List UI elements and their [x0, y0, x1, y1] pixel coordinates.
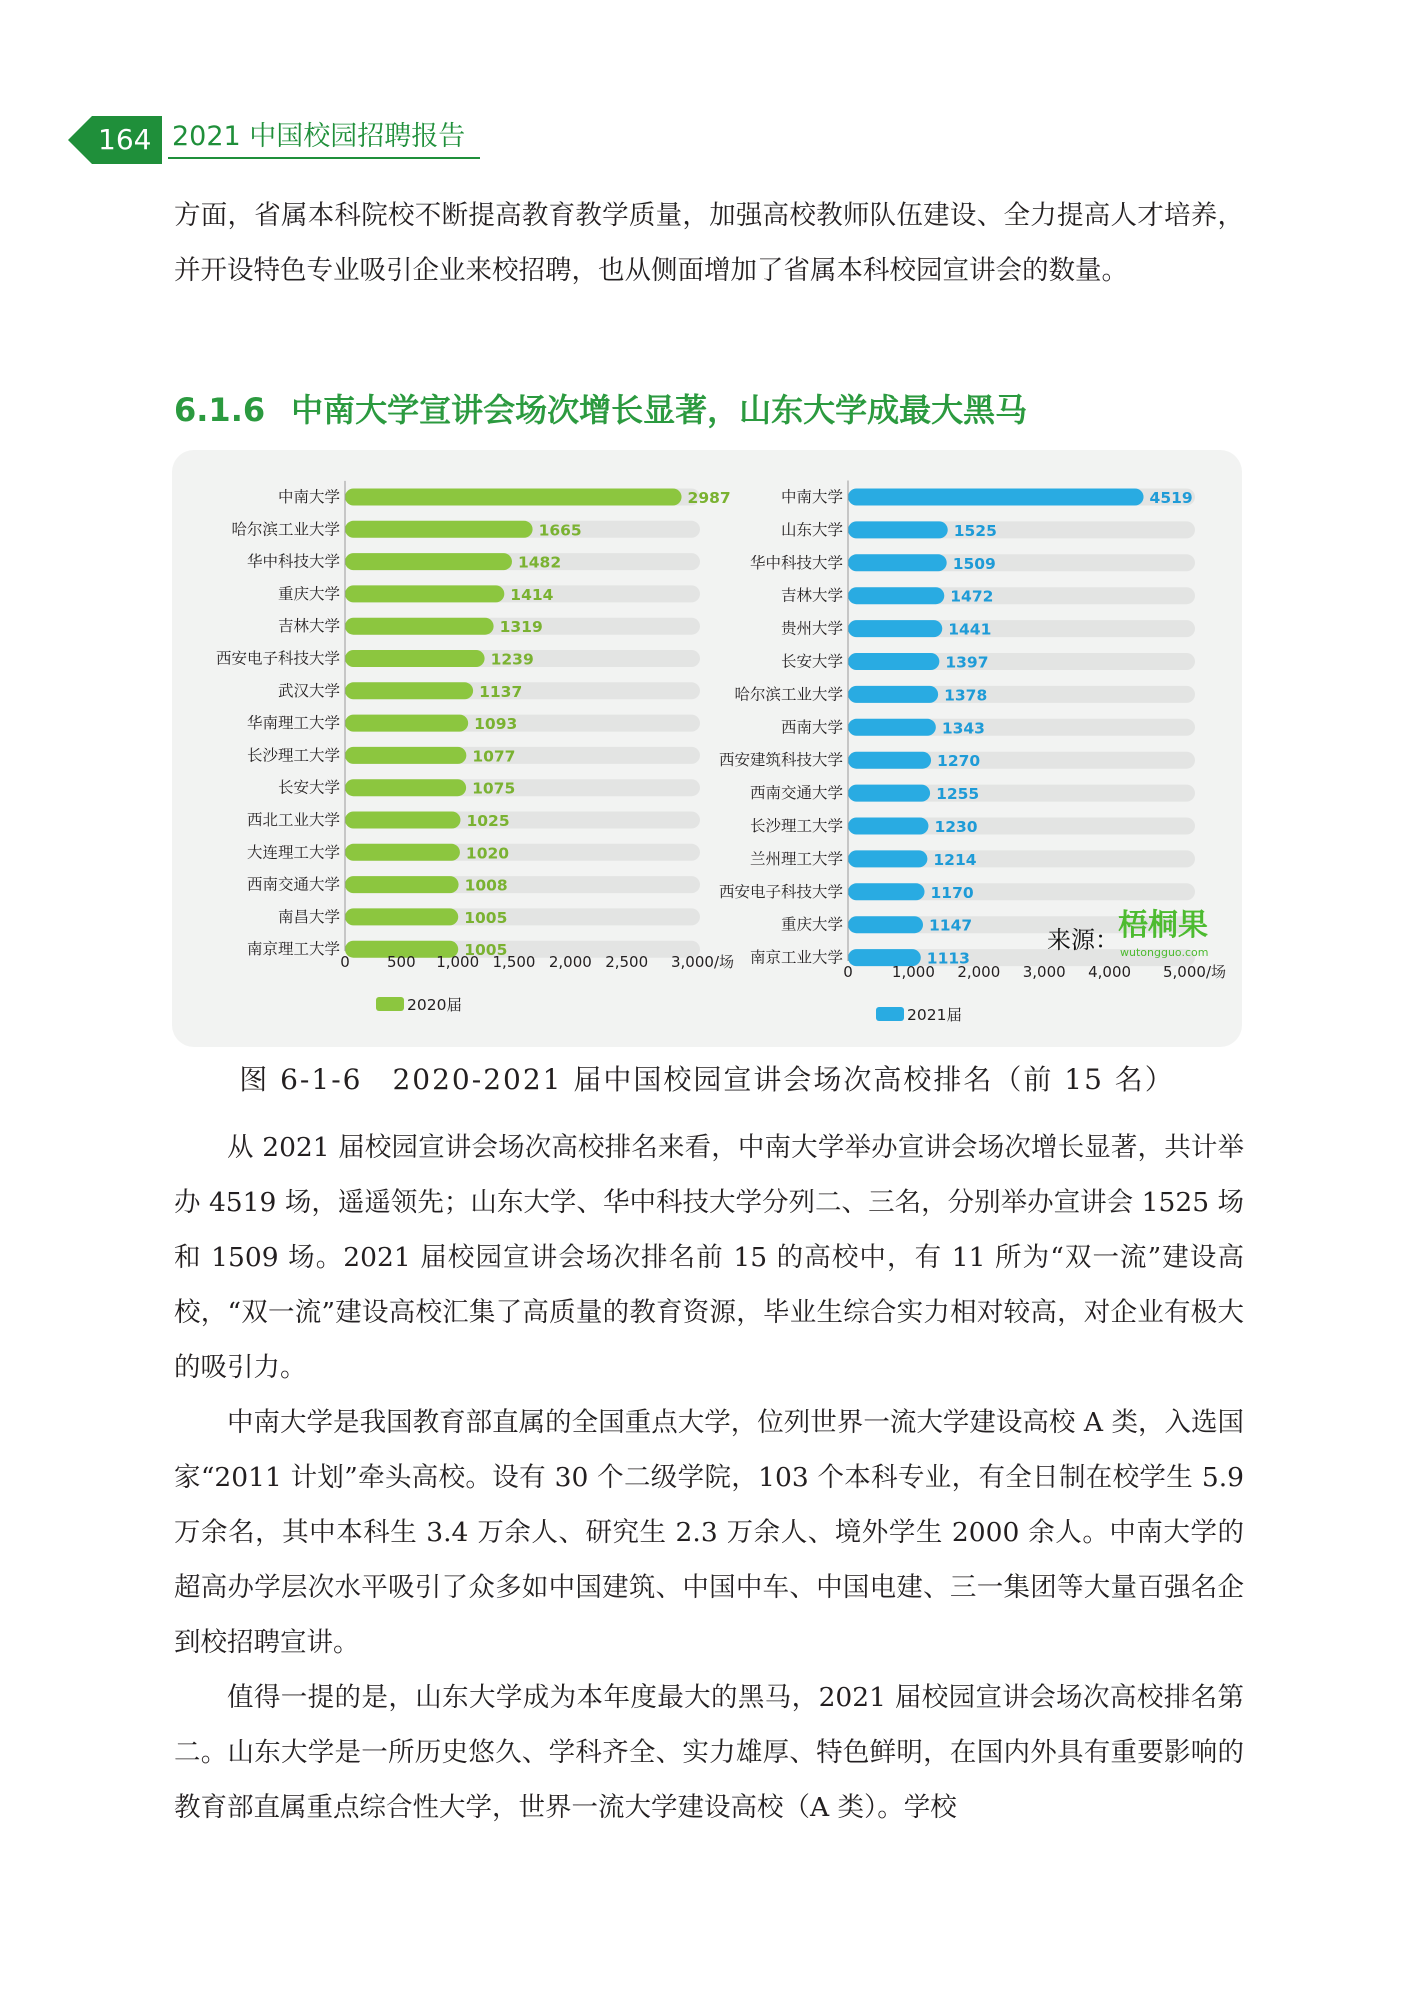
left-tick-label: 3,000/场	[671, 953, 734, 971]
paragraph-sdu: 值得一提的是，山东大学成为本年度最大的黑马，2021 届校园宣讲会场次高校排名第二。山东大学是一所历史悠久、学科齐全、实力雄厚、特色鲜明，在国内外具有重要影响的教育部直属重点综合性大学，世界一流大学建设高校（A 类）。学校	[174, 1682, 1244, 1823]
left-category-label: 长安大学	[277, 778, 340, 797]
page-number: 164	[98, 123, 152, 156]
right-bar	[848, 719, 936, 736]
left-category-label: 中南大学	[277, 488, 340, 506]
right-tick-label: 4,000	[1088, 963, 1132, 981]
source-logo: 梧桐果	[1118, 908, 1208, 943]
left-tick-label: 1,500	[492, 953, 536, 971]
left-category-label: 大连理工大学	[246, 843, 340, 862]
right-bar	[848, 785, 930, 802]
report-title: 2021 中国校园招聘报告	[172, 121, 466, 152]
left-value-label: 1008	[464, 876, 508, 895]
right-tick-label: 1,000	[891, 963, 935, 981]
left-value-label: 1020	[465, 844, 510, 863]
left-bar	[345, 489, 682, 506]
right-bar	[848, 587, 944, 604]
header-underline	[168, 157, 480, 159]
right-value-label: 1509	[952, 554, 996, 573]
right-category-label: 西安电子科技大学	[718, 882, 843, 901]
left-value-label: 1005	[464, 908, 508, 927]
left-legend-swatch	[376, 997, 404, 1011]
left-category-label: 西南交通大学	[246, 875, 340, 894]
right-bar	[848, 554, 947, 571]
section-number: 6.1.6	[174, 391, 266, 429]
right-tick-label: 3,000	[1022, 963, 1066, 981]
left-value-label: 1319	[499, 618, 543, 637]
left-category-label: 长沙理工大学	[246, 746, 340, 765]
figure-caption: 图 6-1-6 2020-2021 届中国校园宣讲会场次高校排名（前 15 名）	[239, 1063, 1175, 1096]
right-value-label: 1378	[944, 686, 988, 705]
left-category-label: 华中科技大学	[246, 552, 340, 571]
left-bar	[345, 521, 533, 538]
left-category-label: 重庆大学	[277, 584, 340, 603]
left-bar	[345, 715, 468, 732]
left-bar	[345, 553, 512, 570]
right-bar	[848, 818, 928, 835]
left-bar	[345, 779, 466, 796]
left-value-label: 1665	[538, 521, 582, 540]
right-value-label: 1441	[948, 620, 992, 639]
left-tick-label: 500	[387, 953, 416, 971]
left-category-label: 西安电子科技大学	[215, 649, 340, 668]
right-tick-label: 0	[843, 963, 853, 981]
left-tick-label: 2,500	[605, 953, 649, 971]
left-value-label: 1137	[479, 682, 523, 701]
left-value-label: 1093	[474, 715, 518, 734]
figure-chart-panel	[172, 450, 1242, 1047]
left-bar	[345, 812, 460, 829]
right-bar	[848, 883, 925, 900]
right-bar	[848, 752, 931, 769]
left-bar	[345, 650, 485, 667]
left-value-label: 1005	[464, 941, 508, 960]
right-category-label: 西南大学	[780, 718, 843, 737]
right-category-label: 山东大学	[780, 520, 843, 539]
left-tick-label: 2,000	[548, 953, 592, 971]
left-bar	[345, 682, 473, 699]
right-value-label: 4519	[1149, 489, 1193, 507]
right-bar	[848, 686, 938, 703]
right-bar	[848, 850, 927, 867]
right-legend-swatch	[876, 1007, 904, 1021]
right-tick-label: 5,000/场	[1163, 963, 1226, 981]
right-value-label: 1270	[937, 752, 981, 771]
paragraph-intro: 方面，省属本科院校不断提高教育教学质量，加强高校教师队伍建设、全力提高人才培养，并开设特色专业吸引企业来校招聘，也从侧面增加了省属本科校园宣讲会的数量。	[174, 200, 1244, 286]
right-category-label: 南京工业大学	[749, 948, 843, 967]
left-value-label: 1077	[472, 747, 516, 766]
section-title: 中南大学宣讲会场次增长显著，山东大学成最大黑马	[291, 391, 1028, 429]
right-value-label: 1343	[941, 719, 985, 738]
right-category-label: 长沙理工大学	[749, 817, 843, 835]
left-bar	[345, 876, 459, 893]
right-value-label: 1113	[926, 949, 970, 968]
right-category-label: 贵州大学	[780, 619, 843, 638]
right-value-label: 1230	[934, 818, 978, 836]
left-category-label: 哈尔滨工业大学	[231, 520, 340, 539]
right-bar	[848, 653, 939, 670]
bar-charts	[172, 450, 1242, 1047]
right-bar	[848, 489, 1144, 506]
right-bar	[848, 521, 948, 538]
right-category-label: 重庆大学	[780, 915, 843, 934]
right-bar	[848, 620, 942, 637]
right-category-label: 长安大学	[780, 652, 843, 671]
left-value-label: 1025	[466, 812, 510, 830]
right-category-label: 西安建筑科技大学	[718, 751, 843, 770]
right-bar	[848, 916, 923, 933]
source-label: 来源：	[1047, 926, 1119, 954]
left-category-label: 武汉大学	[277, 681, 340, 700]
right-value-label: 1525	[953, 521, 997, 540]
section-heading	[174, 388, 1274, 432]
left-bar	[345, 844, 460, 861]
left-category-label: 南昌大学	[277, 907, 340, 926]
left-bar	[345, 908, 458, 925]
left-value-label: 1414	[510, 585, 554, 604]
left-bar	[345, 618, 494, 635]
left-category-label: 吉林大学	[277, 617, 340, 636]
left-value-label: 1239	[490, 650, 534, 669]
right-legend-label: 2021届	[907, 1006, 962, 1024]
right-value-label: 1170	[930, 883, 974, 902]
source-url: wutongguo.com	[1120, 946, 1209, 959]
left-category-label: 西北工业大学	[246, 811, 340, 829]
right-value-label: 1472	[950, 587, 994, 606]
left-value-label: 1482	[517, 553, 562, 572]
right-value-label: 1255	[936, 785, 980, 804]
right-category-label: 哈尔滨工业大学	[734, 685, 843, 704]
left-category-label: 华南理工大学	[246, 714, 340, 733]
right-value-label: 1214	[933, 850, 977, 869]
left-legend-label: 2020届	[407, 996, 462, 1014]
right-category-label: 西南交通大学	[749, 784, 843, 803]
right-value-label: 1147	[929, 916, 973, 935]
paragraph-csu: 中南大学是我国教育部直属的全国重点大学，位列世界一流大学建设高校 A 类，入选国家“2011 计划”牵头高校。设有 30 个二级学院，103 个本科专业，有全日制在校学生 5.9 万余名，其中本科生 3.4 万余人、研究生 2.3 万余人、境外学生 2000 余人。中南大学的超高办学层次水平吸引了众多如中国建筑、中国中车、中国电建、三一集团等大量百强名企到校招聘宣讲。	[174, 1407, 1244, 1658]
left-tick-label: 1,000	[436, 953, 480, 971]
right-category-label: 华中科技大学	[749, 553, 843, 572]
paragraph-ranking: 从 2021 届校园宣讲会场次高校排名来看，中南大学举办宣讲会场次增长显著，共计举办 4519 场，遥遥领先；山东大学、华中科技大学分列二、三名，分别举办宣讲会 1525 场和 1509 场。2021 届校园宣讲会场次排名前 15 的高校中，有 11 所为“双一流”建设高校，“双一流”建设高校汇集了高质量的教育资源，毕业生综合实力相对较高，对企业有极大的吸引力。	[174, 1132, 1244, 1383]
right-value-label: 1397	[945, 653, 989, 672]
left-value-label: 2987	[687, 489, 731, 507]
left-tick-label: 0	[340, 953, 350, 971]
left-category-label: 南京理工大学	[246, 940, 340, 959]
left-bar	[345, 585, 504, 602]
right-category-label: 兰州理工大学	[749, 849, 843, 868]
right-tick-label: 2,000	[957, 963, 1001, 981]
right-category-label: 中南大学	[780, 488, 843, 506]
right-category-label: 吉林大学	[780, 586, 843, 605]
left-bar	[345, 747, 466, 764]
left-value-label: 1075	[472, 779, 516, 798]
